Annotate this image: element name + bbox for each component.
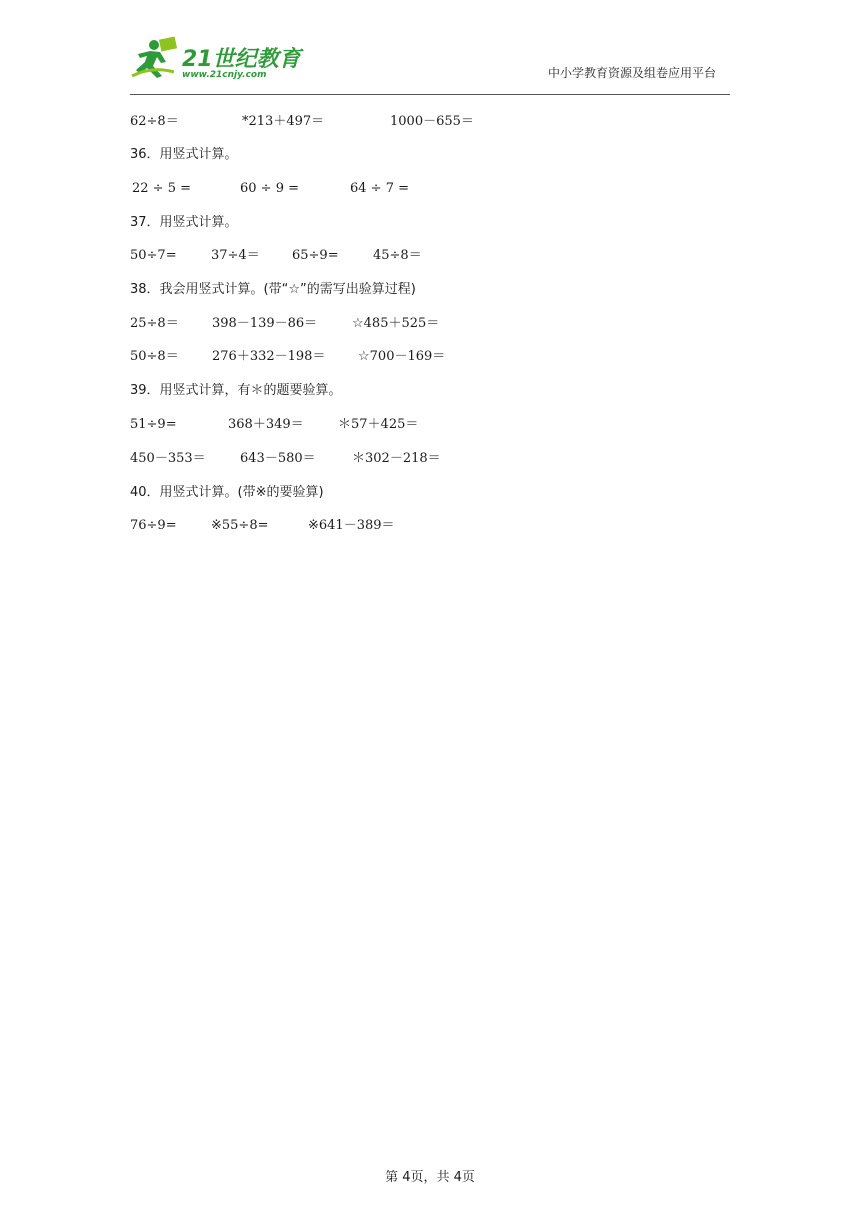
exercise-item: 45÷8＝: [373, 248, 422, 263]
exercise-item: ＊57＋425＝: [338, 417, 419, 432]
exercise-item: 65÷9=: [292, 248, 339, 263]
exercise-item: 76÷9=: [130, 518, 177, 533]
exercise-item: 50÷8＝: [130, 349, 179, 364]
exercise-item: 60 ÷ 9 =: [240, 181, 299, 196]
exercise-item: 276＋332－198＝: [212, 349, 326, 364]
exercise-item: 368＋349＝: [228, 417, 304, 432]
question-39-title: 39．用竖式计算，有＊的题要验算。: [130, 383, 342, 398]
exercise-item: 25÷8＝: [130, 316, 179, 331]
exercise-item: 64 ÷ 7 =: [350, 181, 409, 196]
runner-logo-icon: [130, 36, 180, 82]
exercise-item: 450－353＝: [130, 451, 206, 466]
exercise-item: 1000－655＝: [390, 114, 474, 129]
exercise-item: 51÷9=: [130, 417, 177, 432]
exercise-item: ☆700－169＝: [358, 349, 446, 364]
logo-url-text: www.21cnjy.com: [182, 70, 267, 80]
exercise-item: 22 ÷ 5 =: [132, 181, 191, 196]
logo: [130, 36, 310, 84]
exercise-item: ※641－389＝: [308, 518, 395, 533]
question-37-title: 37．用竖式计算。: [130, 215, 238, 230]
exercise-item: 62÷8＝: [130, 114, 179, 129]
exercise-item: 643－580＝: [240, 451, 316, 466]
exercise-item: ＊302－218＝: [352, 451, 441, 466]
question-38-title: 38．我会用竖式计算。(带“☆”的需写出验算过程): [130, 282, 416, 297]
page-number: 第 4页，共 4页: [385, 1170, 475, 1185]
logo-text: 21世纪教育: [182, 47, 301, 72]
exercise-item: *213＋497＝: [242, 114, 325, 129]
page-header: [130, 36, 730, 96]
exercise-item: ☆485＋525＝: [352, 316, 440, 331]
question-40-title: 40．用竖式计算。(带※的要验算): [130, 485, 324, 500]
question-36-title: 36．用竖式计算。: [130, 147, 238, 162]
exercise-item: 398－139－86＝: [212, 316, 318, 331]
platform-title: 中小学教育资源及组卷应用平台: [547, 66, 716, 80]
header-divider: [130, 94, 730, 95]
exercise-item: ※55÷8=: [211, 518, 269, 533]
exercise-item: 50÷7=: [130, 248, 177, 263]
exercise-item: 37÷4＝: [211, 248, 260, 263]
